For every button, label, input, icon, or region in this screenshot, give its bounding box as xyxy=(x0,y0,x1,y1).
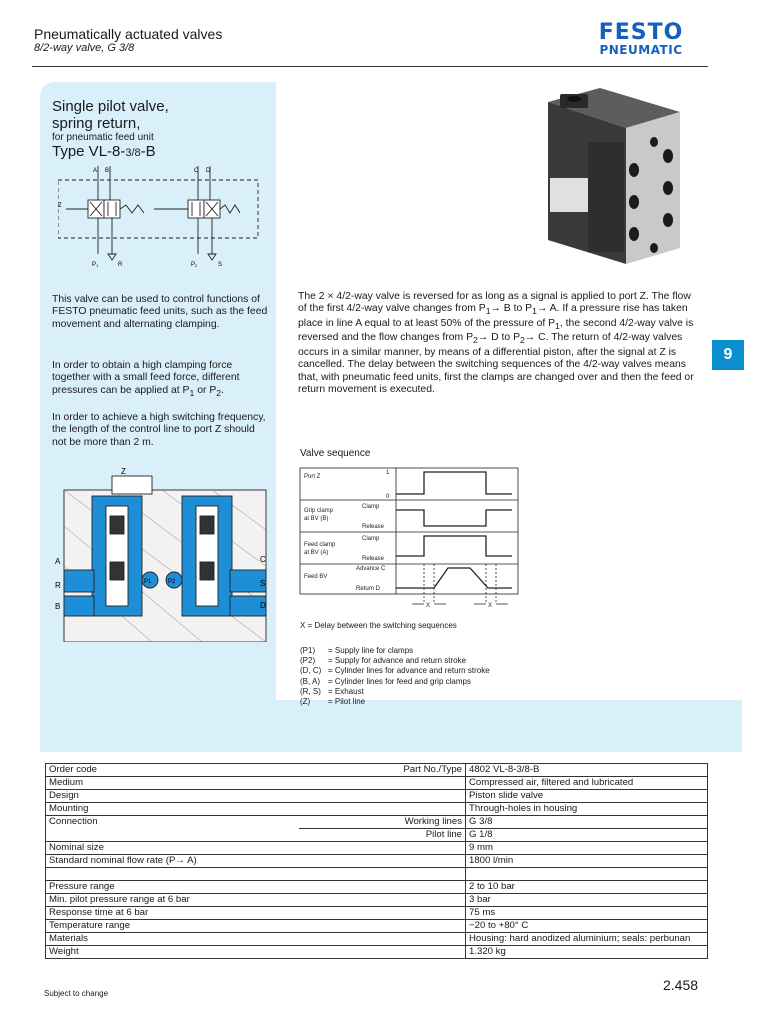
spec-label: Order code xyxy=(46,764,300,777)
frequency-paragraph: In order to achieve a high switching frequency, the length of the control line to port Z should not be more than 2 m. xyxy=(52,412,266,448)
spec-label: Mounting xyxy=(46,803,300,816)
table-row xyxy=(46,842,708,855)
section-tab: 9 xyxy=(712,340,744,370)
spec-sub xyxy=(299,881,466,894)
spec-value: G 3/8 xyxy=(466,816,708,829)
festo-logo xyxy=(586,22,696,56)
spec-label: Pressure range xyxy=(46,881,300,894)
header-rule xyxy=(32,66,708,67)
spec-table xyxy=(45,763,708,959)
valve-type-suffix: -B xyxy=(140,143,156,160)
table-row xyxy=(46,764,708,777)
table-row xyxy=(46,855,708,868)
info-panel-extension xyxy=(276,700,742,752)
seq-x1: X xyxy=(426,603,431,609)
section-label-a: A xyxy=(55,557,61,566)
valve-type xyxy=(52,143,156,160)
port-legend xyxy=(300,646,490,707)
spec-value: 9 mm xyxy=(466,842,708,855)
seq-zero: 0 xyxy=(386,494,390,500)
seq-grip-release: Release xyxy=(362,524,385,530)
schem-label-c: C xyxy=(194,168,199,174)
table-row xyxy=(46,907,708,920)
seq-x2: X xyxy=(488,603,493,609)
seq-feed-label1: Feed clamp xyxy=(304,542,336,548)
spec-label: Weight xyxy=(46,946,300,959)
spec-value: G 1/8 xyxy=(466,829,708,842)
table-row xyxy=(46,933,708,946)
spec-value: 3 bar xyxy=(466,894,708,907)
function-paragraph: The 2 × 4/2-way valve is reversed for as long as a signal is applied to port Z. The flow of the first 4/2-way valve changes from $P_1\to B$ to $P_1\to A$. If a pressure rise has taken place in line A equal to at least 50% of the pressure of $P_1$, the second 4/2-way valve is reversed and the flow changes from $P_2\to D$ to $P_2\to C$. The return of 4/2-way valves occurs in a similar manner, by means of a differential piston, after the signal at Z is cancelled. The delay between the switching sequences of the 4/2-way valves means that, with pneumatic feed units, first the clamps are changed over and then the feed or return movement is executed. xyxy=(298,291,694,396)
spec-label: Medium xyxy=(46,777,300,790)
legend-row: (D, C) = Cylinder lines for advance and return stroke xyxy=(300,666,490,676)
spec-value xyxy=(466,868,708,881)
schem-label-a: A xyxy=(93,168,98,174)
seq-feed-release: Release xyxy=(362,556,385,562)
table-row xyxy=(46,868,708,881)
section-label-d: D xyxy=(260,601,266,610)
table-row xyxy=(46,946,708,959)
legend-row: (B, A) = Cylinder lines for feed and grip clamps xyxy=(300,676,471,686)
section-label-p1: P1 xyxy=(144,579,152,585)
page-number: 2.458 xyxy=(663,977,699,993)
table-row xyxy=(46,881,708,894)
spec-sub xyxy=(299,803,466,816)
schem-label-r: R xyxy=(118,262,123,268)
spec-sub xyxy=(299,855,466,868)
sequence-title: Valve sequence xyxy=(300,448,371,459)
spec-value: 75 ms xyxy=(466,907,708,920)
table-row xyxy=(46,790,708,803)
spec-sub xyxy=(299,842,466,855)
section-label-z: Z xyxy=(121,467,126,476)
valve-heading xyxy=(52,98,169,132)
spec-value: 1800 l/min xyxy=(466,855,708,868)
spec-label: Temperature range xyxy=(46,920,300,933)
spec-sub: Pilot line xyxy=(299,829,466,842)
sequence-timing-diagram xyxy=(298,464,528,614)
spec-value: Compressed air, filtered and lubricated xyxy=(466,777,708,790)
spec-sub xyxy=(299,868,466,881)
spec-sub xyxy=(299,790,466,803)
spec-sub xyxy=(299,920,466,933)
spec-sub xyxy=(299,894,466,907)
spec-sub xyxy=(299,907,466,920)
spec-label: Connection xyxy=(46,816,300,829)
seq-feed-label2: at BV (A) xyxy=(304,550,329,556)
table-row xyxy=(46,816,708,829)
schem-label-b: B xyxy=(105,168,110,174)
schem-label-p1: P1 xyxy=(92,262,99,268)
spec-label: Standard nominal flow rate (P→ A) xyxy=(46,855,300,868)
spec-sub xyxy=(299,933,466,946)
intro-paragraph: This valve can be used to control functions of FESTO pneumatic feed units, such as the feed movement and alternating clamping. xyxy=(52,294,268,330)
spec-value: 1.320 kg xyxy=(466,946,708,959)
logo-pneumatic: PNEUMATIC xyxy=(599,43,683,57)
section-label-b: B xyxy=(55,602,61,611)
table-row xyxy=(46,803,708,816)
spec-label: Design xyxy=(46,790,300,803)
spec-value: Through-holes in housing xyxy=(466,803,708,816)
legend-row: (Z) = Pilot line xyxy=(300,697,366,707)
valve-symbol-diagram xyxy=(58,162,266,270)
schem-label-p2: P2 xyxy=(191,262,198,268)
subtitle-text: 8/2-way valve, G xyxy=(34,42,119,54)
spec-value: 4802 VL-8-3/8-B xyxy=(466,764,708,777)
valve-heading-line1: Single pilot valve, xyxy=(52,98,169,115)
spec-value: Housing: hard anodized aluminium; seals: perbunan xyxy=(466,933,708,946)
legend-row: (R, S) = Exhaust xyxy=(300,686,364,696)
spec-value: 2 to 10 bar xyxy=(466,881,708,894)
seq-feed-bv: Feed BV xyxy=(304,574,328,580)
valve-heading-line2: spring return, xyxy=(52,115,141,132)
table-row xyxy=(46,777,708,790)
section-label-p2: P2 xyxy=(168,579,176,585)
spec-label: Nominal size xyxy=(46,842,300,855)
spec-part-no-type: Part No./Type xyxy=(299,764,466,777)
valve-cross-section xyxy=(52,466,276,642)
spec-sub: Working lines xyxy=(299,816,466,829)
spec-label: Response time at 6 bar xyxy=(46,907,300,920)
spec-value: −20 to +80° C xyxy=(466,920,708,933)
spec-sub xyxy=(299,777,466,790)
seq-feed-clamp: Clamp xyxy=(362,536,380,542)
spec-label: Min. pilot pressure range at 6 bar xyxy=(46,894,300,907)
section-label-s: S xyxy=(260,579,266,588)
seq-return: Return D xyxy=(356,586,381,592)
seq-grip-label2: at BV (B) xyxy=(304,516,329,522)
valve-for-text: for pneumatic feed unit xyxy=(52,132,154,143)
spec-label xyxy=(46,868,300,881)
legend-row: (P1) = Supply line for clamps xyxy=(300,646,414,655)
page-subtitle xyxy=(34,42,134,54)
schem-label-d: D xyxy=(206,168,211,174)
seq-advance: Advance C xyxy=(356,566,386,572)
seq-one: 1 xyxy=(386,470,390,476)
spec-label: Materials xyxy=(46,933,300,946)
clamping-paragraph: In order to obtain a high clamping force together with a small feed force, different pressures can be applied at $P_1$ or $P_2$. xyxy=(52,360,240,398)
spec-label xyxy=(46,829,300,842)
table-row xyxy=(46,829,708,842)
seq-port-z: Port Z xyxy=(304,474,321,480)
section-label-c: C xyxy=(260,555,266,564)
page-title: Pneumatically actuated valves xyxy=(34,26,223,42)
footer-note: Subject to change xyxy=(44,989,109,998)
logo-festo: FESTO xyxy=(598,20,684,45)
schem-label-s: S xyxy=(218,262,223,268)
valve-type-prefix: Type VL-8- xyxy=(52,143,126,160)
schem-label-z: Z xyxy=(58,203,62,209)
section-label-r: R xyxy=(55,581,61,590)
table-row xyxy=(46,920,708,933)
subtitle-fraction: 3/8 xyxy=(118,42,135,54)
table-row xyxy=(46,894,708,907)
spec-value: Piston slide valve xyxy=(466,790,708,803)
spec-sub xyxy=(299,946,466,959)
legend-row: (P2) = Supply for advance and return stroke xyxy=(300,656,467,666)
delay-note: X = Delay between the switching sequences xyxy=(300,621,457,630)
seq-grip-clamp: Clamp xyxy=(362,504,380,510)
seq-grip-label1: Grip clamp xyxy=(304,508,334,514)
product-photo xyxy=(530,84,698,276)
valve-type-fraction: 3/8 xyxy=(125,147,141,159)
